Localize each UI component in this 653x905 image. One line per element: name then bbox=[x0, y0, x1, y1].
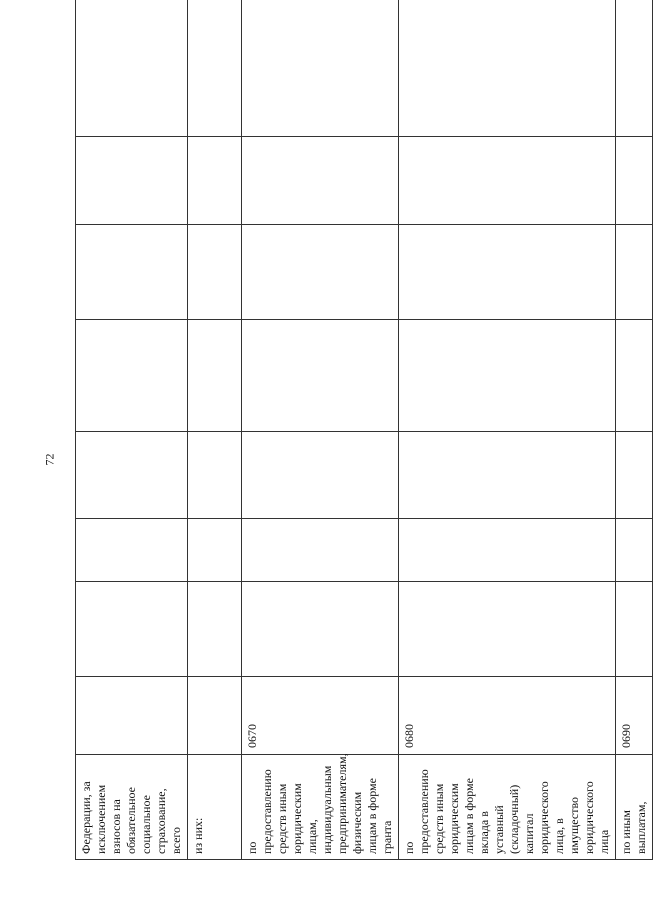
table-cell bbox=[616, 0, 653, 137]
table-cell bbox=[76, 225, 188, 320]
row-code: 0670 bbox=[242, 677, 399, 755]
data-table bbox=[75, 0, 653, 860]
table-cell bbox=[76, 0, 188, 137]
table-row bbox=[399, 0, 616, 860]
table-cell bbox=[188, 320, 242, 432]
table-cell bbox=[399, 0, 616, 137]
table-cell bbox=[399, 432, 616, 519]
table-cell bbox=[76, 519, 188, 582]
table-cell bbox=[399, 225, 616, 320]
table-cell bbox=[399, 582, 616, 677]
table-cell bbox=[188, 137, 242, 225]
table-cell bbox=[616, 582, 653, 677]
row-code: 0690 bbox=[616, 677, 653, 755]
table-cell bbox=[76, 137, 188, 225]
table-cell bbox=[76, 582, 188, 677]
rotated-table-container bbox=[75, 75, 648, 860]
table-cell bbox=[399, 320, 616, 432]
table-row bbox=[616, 0, 653, 860]
table-cell bbox=[242, 519, 399, 582]
table-cell bbox=[188, 0, 242, 137]
row-label: из них: bbox=[188, 755, 242, 860]
table-cell bbox=[76, 432, 188, 519]
table-row bbox=[188, 0, 242, 860]
row-code: 0680 bbox=[399, 677, 616, 755]
table-row bbox=[76, 0, 188, 860]
table-cell bbox=[616, 320, 653, 432]
table-cell bbox=[188, 519, 242, 582]
table-cell bbox=[188, 432, 242, 519]
table-cell bbox=[399, 137, 616, 225]
table-cell bbox=[616, 225, 653, 320]
row-label: по иным выплатам, bbox=[616, 755, 653, 860]
table-cell bbox=[242, 432, 399, 519]
table-cell bbox=[399, 519, 616, 582]
row-label: по предоставлению средств иным юридическим лицам в форме вклада в уставный (складочный) капитал юридического лица, в имущество юридического лица bbox=[399, 755, 616, 860]
table-cell bbox=[616, 432, 653, 519]
row-label: по предоставлению средств иным юридическим лицам, индивидуальным предпринимателям, физическим лицам в форме гранта bbox=[242, 755, 399, 860]
table-cell bbox=[188, 225, 242, 320]
table-cell bbox=[616, 519, 653, 582]
table-cell bbox=[188, 582, 242, 677]
table-row bbox=[242, 0, 399, 860]
table-cell bbox=[242, 137, 399, 225]
table-cell bbox=[616, 137, 653, 225]
table-cell bbox=[242, 582, 399, 677]
row-code bbox=[188, 677, 242, 755]
table-cell bbox=[76, 320, 188, 432]
row-code bbox=[76, 677, 188, 755]
table-cell bbox=[242, 320, 399, 432]
page-number: 72 bbox=[42, 453, 57, 466]
table-cell bbox=[242, 0, 399, 137]
table-cell bbox=[242, 225, 399, 320]
row-label: Федерации, за исключением взносов на обязательное социальное страхование, всего bbox=[76, 755, 188, 860]
